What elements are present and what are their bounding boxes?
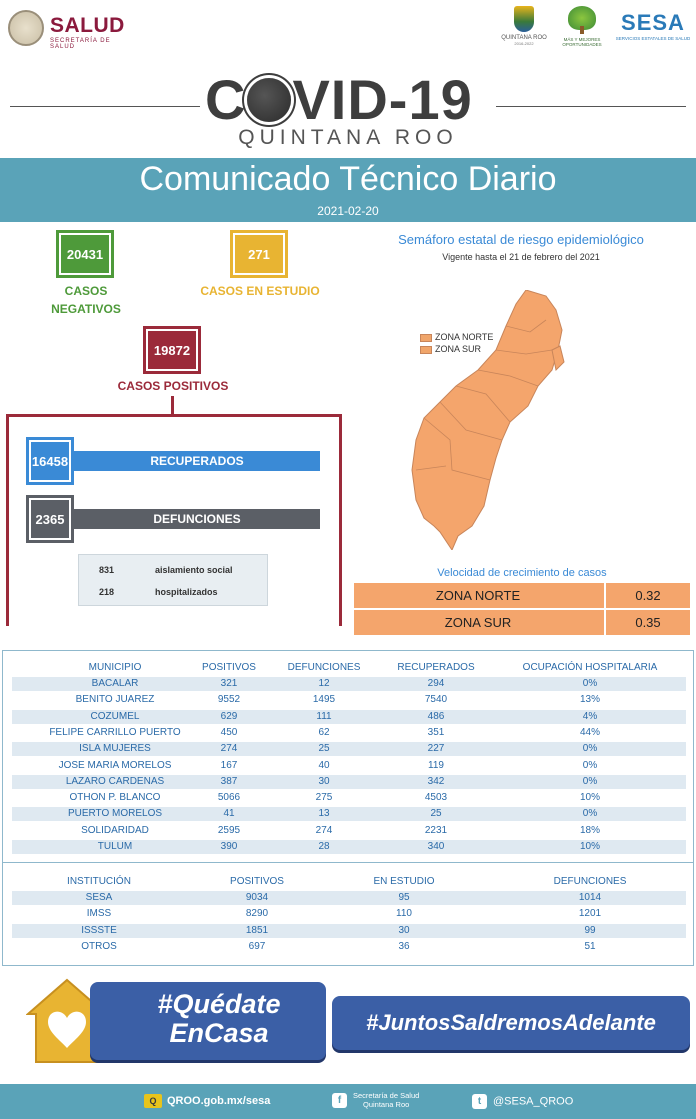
recuperados-value: 16458: [31, 442, 69, 480]
municipio-cell: BENITO JUAREZ: [75, 694, 155, 706]
salud-seal-icon: [8, 10, 44, 46]
title-divider-right: [496, 106, 686, 107]
municipio-cell: 62: [318, 726, 330, 738]
municipio-cell: 321: [220, 678, 238, 689]
semaforo-subtitle: Vigente hasta el 21 de febrero del 2021: [442, 252, 600, 262]
institucion-cell: 1851: [245, 924, 269, 936]
municipio-cell: 4503: [424, 792, 448, 804]
mas-mejores-logo: [558, 6, 606, 52]
facebook-line2: Quintana Roo: [363, 1100, 410, 1109]
municipio-cell: 25: [318, 743, 330, 755]
municipio-cell: 44%: [579, 726, 600, 738]
velocidad-row-sur: [354, 610, 690, 635]
quintana-roo-logo-text: QUINTANA ROO: [501, 35, 547, 41]
municipio-row: [12, 693, 686, 707]
quedate-en-casa-badge: [26, 978, 302, 1064]
municipio-cell: 1495: [312, 694, 336, 706]
municipio-cell: 25: [430, 808, 442, 820]
footer-twitter-text: @SESA_QROO: [493, 1095, 574, 1108]
municipio-cell: 40: [318, 759, 330, 771]
municipio-cell: 351: [427, 726, 445, 738]
municipio-cell: 275: [315, 792, 333, 804]
semaforo-title: Semáforo estatal de riesgo epidemiológico: [398, 232, 644, 247]
qroo-icon: Q: [144, 1094, 162, 1108]
quintana-roo-shield-icon: [514, 6, 534, 32]
hospitalizados-row: [79, 583, 267, 601]
municipio-cell: 274: [220, 743, 238, 755]
quintana-roo-logo-year: 2016-2022: [514, 41, 534, 46]
municipio-cell: 629: [220, 710, 238, 722]
municipio-cell: 0%: [582, 759, 598, 771]
municipio-row: [12, 710, 686, 724]
twitter-icon: t: [472, 1094, 487, 1109]
institucion-header-cell: INSTITUCIÓN: [67, 876, 131, 887]
aislamiento-label: aislamiento social: [155, 565, 233, 575]
legend-label-norte: ZONA NORTE: [435, 332, 494, 342]
juntos-saldremos-badge: #JuntosSaldremosAdelante: [332, 996, 690, 1050]
institucion-header-cell: DEFUNCIONES: [553, 876, 627, 887]
defunciones-box: [26, 495, 74, 543]
estudio-label: CASOS EN ESTUDIO: [200, 284, 320, 298]
casos-activos-panel: [78, 554, 268, 606]
region-subtitle: QUINTANA ROO: [238, 126, 458, 149]
quintana-roo-logo: [498, 6, 550, 52]
municipio-row: [12, 742, 686, 756]
quintana-roo-map: [406, 290, 576, 550]
municipio-cell: 342: [427, 775, 445, 787]
municipio-cell: 4%: [582, 710, 598, 722]
municipio-cell: 9552: [217, 694, 241, 706]
municipio-cell: 0%: [582, 775, 598, 787]
negativos-value: 20431: [61, 235, 109, 273]
institucion-row: [12, 907, 686, 921]
salud-logo: [8, 10, 138, 50]
velocidad-zona: ZONA NORTE: [435, 588, 521, 603]
institucion-cell: 30: [398, 924, 410, 936]
municipio-cell: 41: [223, 808, 235, 820]
municipio-cell: 340: [427, 841, 445, 852]
municipio-row: [12, 840, 686, 854]
institucion-cell: 1014: [578, 892, 602, 903]
municipio-cell: 387: [220, 775, 238, 787]
velocidad-title: Velocidad de crecimiento de casos: [437, 567, 607, 579]
quedate-line1: #Quédate: [157, 989, 281, 1019]
recuperados-box: [26, 437, 74, 485]
municipio-cell: 7540: [424, 694, 448, 706]
municipio-cell: 10%: [579, 841, 600, 852]
municipio-cell: TULUM: [97, 841, 133, 852]
municipio-cell: 13: [318, 808, 330, 820]
legend-label-sur: ZONA SUR: [435, 344, 482, 354]
municipio-cell: 12: [318, 678, 330, 689]
institucion-header-cell: POSITIVOS: [230, 876, 284, 887]
banner-title: Comunicado Técnico Diario: [139, 160, 557, 198]
institucion-row: [12, 891, 686, 905]
municipio-cell: 450: [220, 726, 238, 738]
hospitalizados-label: hospitalizados: [155, 587, 218, 597]
municipio-cell: BACALAR: [91, 678, 139, 689]
institucion-cell: 8290: [245, 908, 269, 920]
institucion-cell: 697: [248, 940, 266, 952]
municipio-cell: 227: [427, 743, 445, 755]
municipio-row: [12, 807, 686, 821]
footer-facebook-link[interactable]: [332, 1091, 419, 1109]
estudio-value: 271: [235, 235, 283, 273]
municipio-cell: 119: [428, 759, 444, 771]
report-date: 2021-02-20: [317, 204, 379, 218]
municipio-header-row: [12, 661, 686, 675]
institucion-cell: 1201: [578, 908, 602, 920]
municipio-header-cell: MUNICIPIO: [88, 662, 142, 673]
tree-icon: [568, 6, 596, 30]
facebook-icon: f: [332, 1093, 347, 1108]
municipio-header-cell: POSITIVOS: [202, 662, 256, 673]
footer-web-link[interactable]: [144, 1094, 270, 1108]
municipio-cell: 2231: [424, 824, 448, 836]
aislamiento-value: 831: [99, 565, 115, 575]
municipio-cell: COZUMEL: [90, 710, 140, 722]
institucion-header-cell: EN ESTUDIO: [373, 876, 435, 887]
covid-title: [205, 70, 491, 130]
institucion-cell: 36: [398, 940, 410, 952]
negativos-box: [56, 230, 114, 278]
sesa-logo-subtext: SERVICIOS ESTATALES DE SALUD: [615, 36, 691, 41]
defunciones-value: 2365: [31, 500, 69, 538]
municipio-cell: 111: [316, 710, 332, 722]
covid-title-rest: VID-19: [292, 68, 473, 131]
velocidad-table: [354, 583, 690, 637]
virus-icon: [247, 78, 291, 122]
institucion-cell: 99: [584, 924, 596, 936]
negativos-label: CASOS NEGATIVOS: [51, 284, 121, 316]
municipio-cell: 486: [427, 710, 445, 722]
municipio-row: [12, 775, 686, 789]
municipio-cell: 294: [427, 678, 445, 689]
municipio-cell: 0%: [582, 743, 598, 755]
municipio-cell: 390: [220, 841, 238, 852]
positivos-connector: [171, 396, 174, 414]
sesa-logo-text: SESA: [621, 10, 685, 35]
institucion-cell: IMSS: [86, 908, 112, 920]
sesa-logo: [614, 10, 692, 50]
institucion-cell: ISSSTE: [81, 924, 117, 936]
municipio-row: [12, 677, 686, 691]
municipio-cell: ISLA MUJERES: [79, 743, 151, 755]
institucion-header-row: [12, 875, 686, 889]
velocidad-valor: 0.35: [604, 610, 690, 635]
footer-facebook-text: [353, 1091, 419, 1109]
institucion-cell: OTROS: [81, 940, 117, 952]
hospitalizados-value: 218: [99, 587, 115, 597]
map-cozumel-island: [552, 346, 564, 370]
institucion-cell: 9034: [245, 892, 269, 903]
municipio-cell: FELIPE CARRILLO PUERTO: [49, 726, 181, 738]
municipio-header-cell: OCUPACIÓN HOSPITALARIA: [522, 662, 658, 673]
institucion-row: [12, 924, 686, 938]
velocidad-zona: ZONA SUR: [444, 615, 512, 630]
municipio-cell: LAZARO CARDENAS: [65, 775, 165, 787]
municipio-cell: 2595: [217, 824, 241, 836]
footer-web-text: QROO.gob.mx/sesa: [167, 1094, 271, 1107]
municipio-cell: 13%: [579, 694, 600, 706]
velocidad-row-norte: [354, 583, 690, 608]
institucion-cell: SESA: [85, 892, 113, 903]
aislamiento-row: [79, 561, 267, 579]
footer-twitter-link[interactable]: [472, 1094, 573, 1109]
tables-separator: [2, 862, 694, 863]
positivos-box: [143, 326, 201, 374]
municipio-row: [12, 791, 686, 805]
institucion-row: [12, 940, 686, 954]
title-divider-left: [10, 106, 200, 107]
municipio-cell: 274: [315, 824, 333, 836]
municipio-cell: 5066: [217, 792, 241, 804]
positivos-value: 19872: [148, 331, 196, 369]
salud-logo-text: SALUD: [50, 14, 125, 37]
municipio-cell: 10%: [579, 792, 600, 804]
municipio-cell: 18%: [579, 824, 600, 836]
defunciones-bar: DEFUNCIONES: [74, 509, 320, 529]
positivos-label: CASOS POSITIVOS: [117, 379, 229, 393]
map-state-outline: [412, 290, 562, 550]
municipio-cell: OTHON P. BLANCO: [69, 792, 161, 804]
velocidad-valor: 0.32: [604, 583, 690, 608]
salud-logo-subtext: SECRETARÍA DE SALUD: [50, 38, 111, 50]
municipio-row: [12, 726, 686, 740]
institucion-cell: 51: [584, 940, 596, 952]
institucion-cell: 95: [398, 892, 410, 903]
facebook-line1: Secretaría de Salud: [353, 1091, 420, 1100]
municipio-row: [12, 759, 686, 773]
municipio-cell: JOSE MARIA MORELOS: [58, 759, 172, 771]
municipio-cell: SOLIDARIDAD: [81, 824, 149, 836]
municipio-cell: 0%: [582, 678, 598, 689]
municipio-cell: 167: [220, 759, 238, 771]
municipio-cell: 28: [318, 841, 330, 852]
estudio-box: [230, 230, 288, 278]
municipio-cell: PUERTO MORELOS: [67, 808, 163, 820]
municipio-cell: 0%: [582, 808, 598, 820]
municipio-header-cell: DEFUNCIONES: [287, 662, 361, 673]
quedate-line2: EnCasa: [169, 1018, 269, 1048]
municipio-cell: 30: [318, 775, 330, 787]
quedate-en-casa-text: [114, 990, 324, 1048]
municipio-row: [12, 824, 686, 838]
municipio-header-cell: RECUPERADOS: [397, 662, 475, 673]
recuperados-bar: RECUPERADOS: [74, 451, 320, 471]
covid-title-c: C: [205, 68, 247, 131]
mas-mejores-text: MÁS Y MEJORES OPORTUNIDADES: [562, 37, 602, 47]
institucion-cell: 110: [396, 908, 412, 920]
